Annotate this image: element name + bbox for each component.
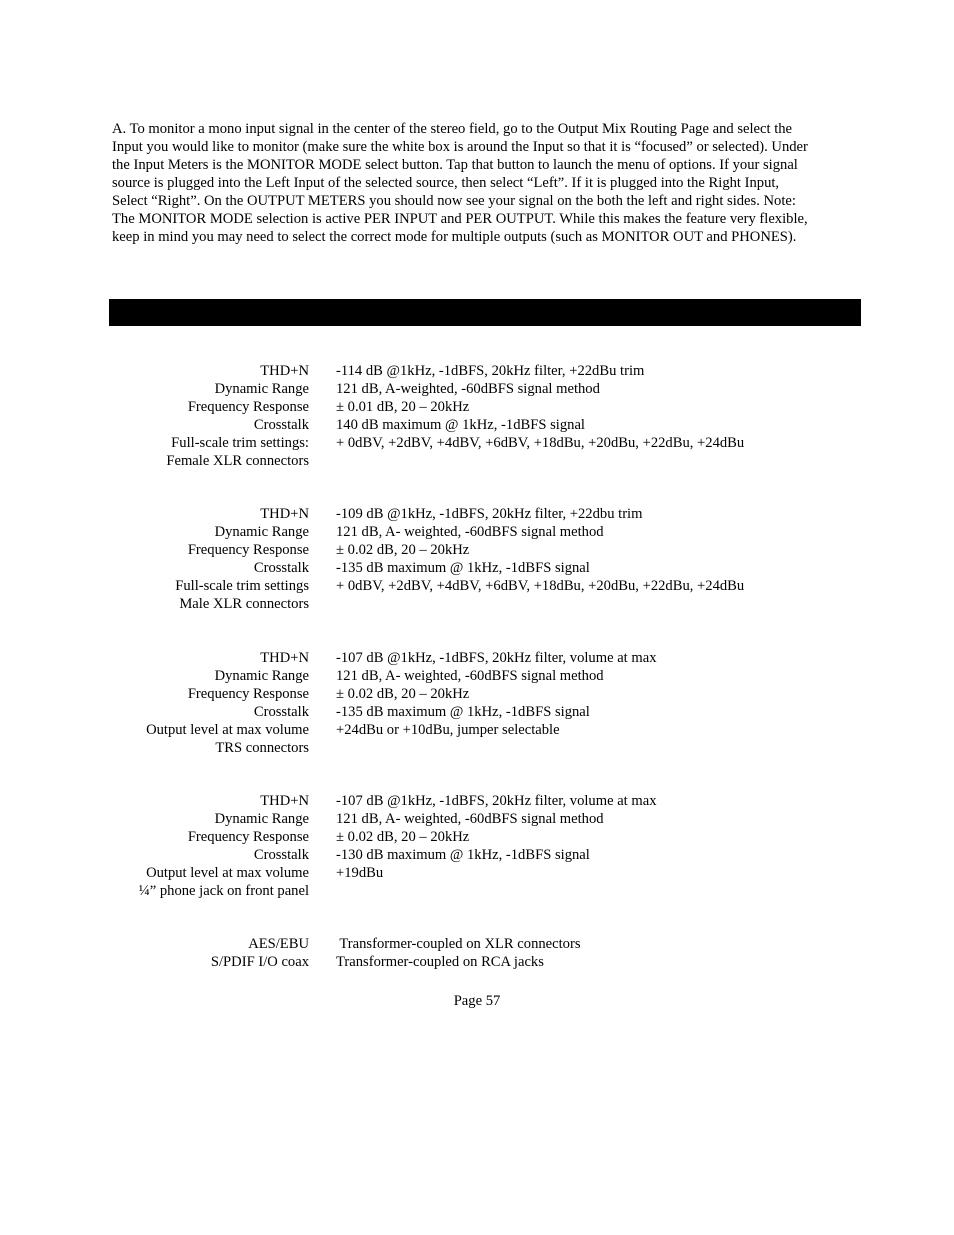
- spec-value: 121 dB, A- weighted, -60dBFS signal method: [336, 524, 604, 540]
- spec-value: + 0dBV, +2dBV, +4dBV, +6dBV, +18dBu, +20dBu, +22dBu, +24dBu: [336, 578, 745, 594]
- spec-label: AES/EBU: [248, 936, 309, 952]
- spec-row: [0, 559, 954, 577]
- spec-row: [0, 739, 954, 757]
- spec-value: -109 dB @1kHz, -1dBFS, 20kHz filter, +22dbu trim: [336, 506, 643, 522]
- spec-label: Frequency Response: [187, 829, 309, 845]
- spec-value: 121 dB, A- weighted, -60dBFS signal method: [336, 668, 604, 684]
- spec-row: [0, 434, 954, 452]
- spec-label: Crosstalk: [253, 417, 309, 433]
- spec-label: THD+N: [260, 363, 309, 379]
- spec-label: TRS connectors: [215, 740, 309, 756]
- spec-label: Dynamic Range: [214, 811, 309, 827]
- spec-value: 140 dB maximum @ 1kHz, -1dBFS signal: [336, 417, 585, 433]
- spec-label: Dynamic Range: [214, 381, 309, 397]
- spec-row: [0, 882, 954, 900]
- spec-row: [0, 685, 954, 703]
- spec-row: [0, 452, 954, 470]
- spec-value: Transformer-coupled on XLR connectors: [336, 936, 581, 952]
- spec-value: ± 0.02 dB, 20 – 20kHz: [336, 686, 470, 702]
- spec-label: Crosstalk: [253, 847, 309, 863]
- spec-value: -114 dB @1kHz, -1dBFS, 20kHz filter, +22dBu trim: [336, 363, 645, 379]
- spec-row: [0, 595, 954, 613]
- spec-value: Transformer-coupled on RCA jacks: [336, 954, 544, 970]
- spec-value: +24dBu or +10dBu, jumper selectable: [336, 722, 560, 738]
- spec-value: 121 dB, A-weighted, -60dBFS signal method: [336, 381, 600, 397]
- spec-value: ± 0.02 dB, 20 – 20kHz: [336, 829, 470, 845]
- spec-label: THD+N: [260, 650, 309, 666]
- spec-group-analog-input: [0, 362, 954, 470]
- spec-group-phones-output: [0, 792, 954, 900]
- spec-row: [0, 828, 954, 846]
- spec-label: Output level at max volume: [146, 722, 309, 738]
- spec-row: [0, 864, 954, 882]
- spec-label: ¼” phone jack on front panel: [138, 883, 309, 899]
- spec-value: +19dBu: [336, 865, 384, 881]
- spec-label: Dynamic Range: [214, 524, 309, 540]
- spec-value: + 0dBV, +2dBV, +4dBV, +6dBV, +18dBu, +20dBu, +22dBu, +24dBu: [336, 435, 745, 451]
- spec-value: 121 dB, A- weighted, -60dBFS signal method: [336, 811, 604, 827]
- spec-label: THD+N: [260, 793, 309, 809]
- spec-value: -130 dB maximum @ 1kHz, -1dBFS signal: [336, 847, 590, 863]
- spec-label: S/PDIF I/O coax: [210, 954, 309, 970]
- intro-paragraph: A. To monitor a mono input signal in the center of the stereo field, go to the Output Mix Routing Page and select the Input you would like to monitor (make sure the white box is around the Input so that it is “focused” or selected). Under the Input Meters is the MONITOR MODE select button. Tap that button to launch the menu of options. If your signal source is plugged into the Left Input of the selected source, then select “Left”. If it is plugged into the Right Input, Select “Right”. On the OUTPUT METERS you should now see your signal on the both the left and right sides. Note: The MONITOR MODE selection is active PER INPUT and PER OUTPUT. While this makes the feature very flexible, keep in mind you may need to select the correct mode for multiple outputs (such as MONITOR OUT and PHONES).: [112, 121, 808, 245]
- spec-label: Crosstalk: [253, 560, 309, 576]
- spec-row: [0, 846, 954, 864]
- spec-row: [0, 398, 954, 416]
- spec-value: -107 dB @1kHz, -1dBFS, 20kHz filter, volume at max: [336, 650, 657, 666]
- spec-row: [0, 416, 954, 434]
- spec-label: Frequency Response: [187, 686, 309, 702]
- spec-label: Full-scale trim settings:: [171, 435, 309, 451]
- spec-label: Frequency Response: [187, 399, 309, 415]
- spec-row: [0, 792, 954, 810]
- spec-label: Female XLR connectors: [166, 453, 309, 469]
- spec-row: [0, 953, 954, 971]
- spec-label: Frequency Response: [187, 542, 309, 558]
- spec-label: Dynamic Range: [214, 668, 309, 684]
- page-number: Page 57: [453, 993, 501, 1009]
- spec-row: [0, 577, 954, 595]
- spec-row: [0, 541, 954, 559]
- spec-group-digital-io: [0, 935, 954, 971]
- spec-row: [0, 721, 954, 739]
- section-header-bar: [109, 299, 861, 326]
- spec-label: Output level at max volume: [146, 865, 309, 881]
- spec-row: [0, 649, 954, 667]
- spec-row: [0, 523, 954, 541]
- spec-row: [0, 505, 954, 523]
- spec-value: -135 dB maximum @ 1kHz, -1dBFS signal: [336, 560, 590, 576]
- spec-label: THD+N: [260, 506, 309, 522]
- spec-row: [0, 667, 954, 685]
- spec-label: Full-scale trim settings: [175, 578, 309, 594]
- spec-row: [0, 810, 954, 828]
- spec-row: [0, 703, 954, 721]
- spec-group-analog-output: [0, 505, 954, 613]
- spec-row: [0, 380, 954, 398]
- spec-value: ± 0.01 dB, 20 – 20kHz: [336, 399, 470, 415]
- spec-label: Male XLR connectors: [179, 596, 309, 612]
- spec-value: ± 0.02 dB, 20 – 20kHz: [336, 542, 470, 558]
- spec-label: Crosstalk: [253, 704, 309, 720]
- spec-row: [0, 362, 954, 380]
- spec-value: -135 dB maximum @ 1kHz, -1dBFS signal: [336, 704, 590, 720]
- spec-value: -107 dB @1kHz, -1dBFS, 20kHz filter, volume at max: [336, 793, 657, 809]
- spec-row: [0, 935, 954, 953]
- spec-group-monitor-output: [0, 649, 954, 757]
